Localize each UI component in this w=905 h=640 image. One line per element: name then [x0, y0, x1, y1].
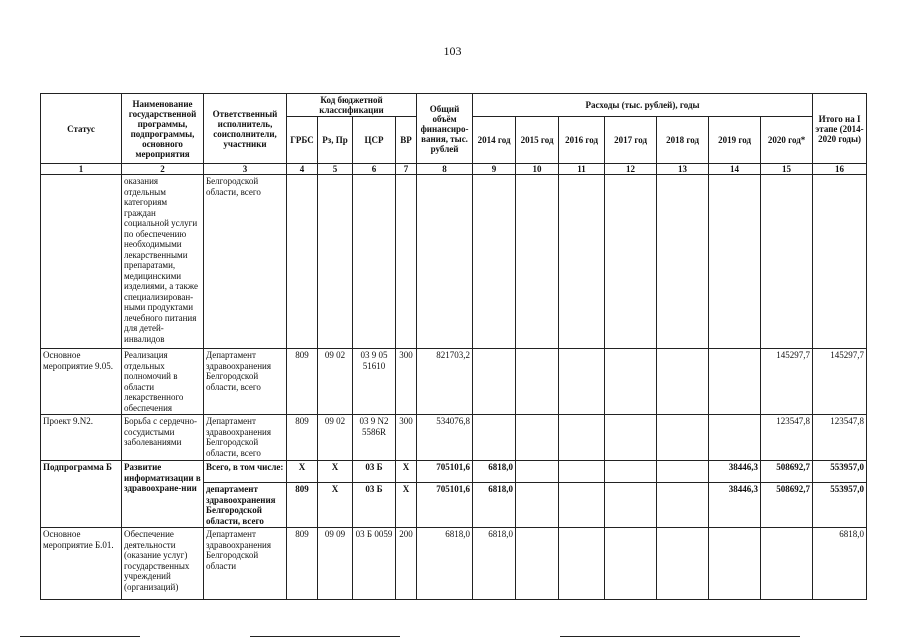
- row-total: 821703,2: [417, 349, 473, 415]
- row-2014: 6818,0: [473, 528, 516, 600]
- row-responsible: Белгородской области, всего: [204, 175, 287, 349]
- row-2016: [559, 528, 605, 600]
- row-vr: 200: [396, 528, 417, 600]
- row-total: 705101,6: [417, 461, 473, 483]
- column-number: 14: [709, 164, 761, 175]
- row-name: оказания отдельным категориям граждан социальной услуги по обеспечению необходимыми лекарственными препаратами, медицинскими изделиями, а также специализирован-ными продуктами лечебного питания для детей-инвалидов: [122, 175, 204, 349]
- row-2020: 508692,7: [761, 461, 813, 483]
- row-2014: [473, 415, 516, 461]
- row-status: Основное мероприятие 9.05.: [41, 349, 122, 415]
- row-rzpr: X: [318, 483, 353, 528]
- row-2018: [657, 175, 709, 349]
- header-responsible: Ответственный исполнитель, соисполнители, участники: [204, 94, 287, 164]
- row-2019: [709, 415, 761, 461]
- header-rzpr: Рз, Пр: [318, 117, 353, 164]
- row-vr: X: [396, 461, 417, 483]
- page-edge-line: [250, 636, 400, 637]
- row-2018: [657, 461, 709, 483]
- header-year-2016: 2016 год: [559, 117, 605, 164]
- header-stage-total: Итого на I этапе (2014-2020 годы): [813, 94, 867, 164]
- row-2014: 6818,0: [473, 461, 516, 483]
- row-grbs: 809: [287, 415, 318, 461]
- row-responsible: Департамент здравоохранения Белгородской области, всего: [204, 415, 287, 461]
- row-grbs: [287, 175, 318, 349]
- row-csr: [353, 175, 396, 349]
- row-responsible: Всего, в том числе:: [204, 461, 287, 483]
- row-status: Подпрограмма Б: [41, 461, 122, 528]
- page-number: 103: [443, 44, 462, 58]
- row-2014: [473, 175, 516, 349]
- row-stage-total: 6818,0: [813, 528, 867, 600]
- row-rzpr: 09 02: [318, 349, 353, 415]
- row-rzpr: 09 02: [318, 415, 353, 461]
- row-2020: 145297,7: [761, 349, 813, 415]
- row-2019: 38446,3: [709, 461, 761, 483]
- row-2015: [516, 483, 559, 528]
- column-number: 4: [287, 164, 318, 175]
- row-2018: [657, 483, 709, 528]
- row-total: 534076,8: [417, 415, 473, 461]
- row-grbs: X: [287, 461, 318, 483]
- row-stage-total: 553957,0: [813, 483, 867, 528]
- column-number: 10: [516, 164, 559, 175]
- header-year-2015: 2015 год: [516, 117, 559, 164]
- table-row: [41, 528, 867, 600]
- row-2016: [559, 415, 605, 461]
- column-number: 11: [559, 164, 605, 175]
- row-name: Обеспечение деятельности (оказание услуг) государственных учреждений (организаций): [122, 528, 204, 600]
- row-2020: [761, 528, 813, 600]
- header-year-2014: 2014 год: [473, 117, 516, 164]
- row-status: Проект 9.N2.: [41, 415, 122, 461]
- header-csr: ЦСР: [353, 117, 396, 164]
- row-2016: [559, 175, 605, 349]
- column-number: 1: [41, 164, 122, 175]
- row-2018: [657, 415, 709, 461]
- row-2015: [516, 461, 559, 483]
- row-total: 6818,0: [417, 528, 473, 600]
- row-2016: [559, 461, 605, 483]
- row-name: Борьба с сердечно-сосудистыми заболеваниями: [122, 415, 204, 461]
- column-number: 13: [657, 164, 709, 175]
- row-2017: [605, 483, 657, 528]
- row-rzpr: [318, 175, 353, 349]
- row-2014: 6818,0: [473, 483, 516, 528]
- row-grbs: 809: [287, 483, 318, 528]
- row-2019: [709, 175, 761, 349]
- row-vr: [396, 175, 417, 349]
- header-grbs: ГРБС: [287, 117, 318, 164]
- row-name: Развитие информатизации в здравоохране-нии: [122, 461, 204, 528]
- column-number-row: [41, 164, 867, 175]
- page-edge-line: [20, 636, 140, 637]
- row-status: [41, 175, 122, 349]
- row-csr: 03 Б: [353, 461, 396, 483]
- column-number: 3: [204, 164, 287, 175]
- row-2019: [709, 349, 761, 415]
- column-number: 6: [353, 164, 396, 175]
- row-csr: 03 Б: [353, 483, 396, 528]
- header-name: Наименование государственной программы, подпрограммы, основного мероприятия: [122, 94, 204, 164]
- row-stage-total: 123547,8: [813, 415, 867, 461]
- row-rzpr: X: [318, 461, 353, 483]
- row-responsible: Департамент здравоохранения Белгородской области, всего: [204, 349, 287, 415]
- column-number: 8: [417, 164, 473, 175]
- row-2017: [605, 461, 657, 483]
- row-2016: [559, 349, 605, 415]
- header-expenses: Расходы (тыс. рублей), годы: [473, 94, 813, 117]
- table-row: [41, 349, 867, 415]
- row-2015: [516, 349, 559, 415]
- table-row: [41, 175, 867, 349]
- row-2018: [657, 528, 709, 600]
- header-year-2020: 2020 год*: [761, 117, 813, 164]
- row-total: 705101,6: [417, 483, 473, 528]
- column-number: 15: [761, 164, 813, 175]
- column-number: 9: [473, 164, 516, 175]
- row-2017: [605, 175, 657, 349]
- row-2015: [516, 528, 559, 600]
- row-vr: X: [396, 483, 417, 528]
- row-2015: [516, 175, 559, 349]
- row-grbs: 809: [287, 349, 318, 415]
- page-edge-line: [560, 636, 800, 637]
- row-2015: [516, 415, 559, 461]
- row-2019: 38446,3: [709, 483, 761, 528]
- row-vr: 300: [396, 415, 417, 461]
- header-budget-code: Код бюджетной классификации: [287, 94, 417, 117]
- row-2020: 123547,8: [761, 415, 813, 461]
- table-row: [41, 461, 867, 483]
- header-year-2017: 2017 год: [605, 117, 657, 164]
- column-number: 5: [318, 164, 353, 175]
- row-total: [417, 175, 473, 349]
- row-stage-total: 145297,7: [813, 349, 867, 415]
- row-2019: [709, 528, 761, 600]
- row-2018: [657, 349, 709, 415]
- row-2017: [605, 415, 657, 461]
- header-total-volume: Общий объём финансиро-вания, тыс. рублей: [417, 94, 473, 164]
- row-2020: 508692,7: [761, 483, 813, 528]
- row-grbs: 809: [287, 528, 318, 600]
- row-2017: [605, 349, 657, 415]
- row-2020: [761, 175, 813, 349]
- column-number: 16: [813, 164, 867, 175]
- row-name: Реализация отдельных полномочий в области лекарственного обеспечения: [122, 349, 204, 415]
- column-number: 12: [605, 164, 657, 175]
- row-responsible: департамент здравоохранения Белгородской области, всего: [204, 483, 287, 528]
- row-status: Основное мероприятие Б.01.: [41, 528, 122, 600]
- header-status: Статус: [41, 94, 122, 164]
- row-stage-total: 553957,0: [813, 461, 867, 483]
- column-number: 2: [122, 164, 204, 175]
- row-2014: [473, 349, 516, 415]
- row-2017: [605, 528, 657, 600]
- row-vr: 300: [396, 349, 417, 415]
- row-stage-total: [813, 175, 867, 349]
- row-csr: 03 9 05 51610: [353, 349, 396, 415]
- header-vr: ВР: [396, 117, 417, 164]
- header-year-2019: 2019 год: [709, 117, 761, 164]
- row-csr: 03 Б 0059: [353, 528, 396, 600]
- row-csr: 03 9 N2 5586R: [353, 415, 396, 461]
- row-rzpr: 09 09: [318, 528, 353, 600]
- row-responsible: Департамент здравоохранения Белгородской области: [204, 528, 287, 600]
- row-2016: [559, 483, 605, 528]
- column-number: 7: [396, 164, 417, 175]
- table-row: [41, 415, 867, 461]
- header-year-2018: 2018 год: [657, 117, 709, 164]
- budget-table: [40, 93, 867, 600]
